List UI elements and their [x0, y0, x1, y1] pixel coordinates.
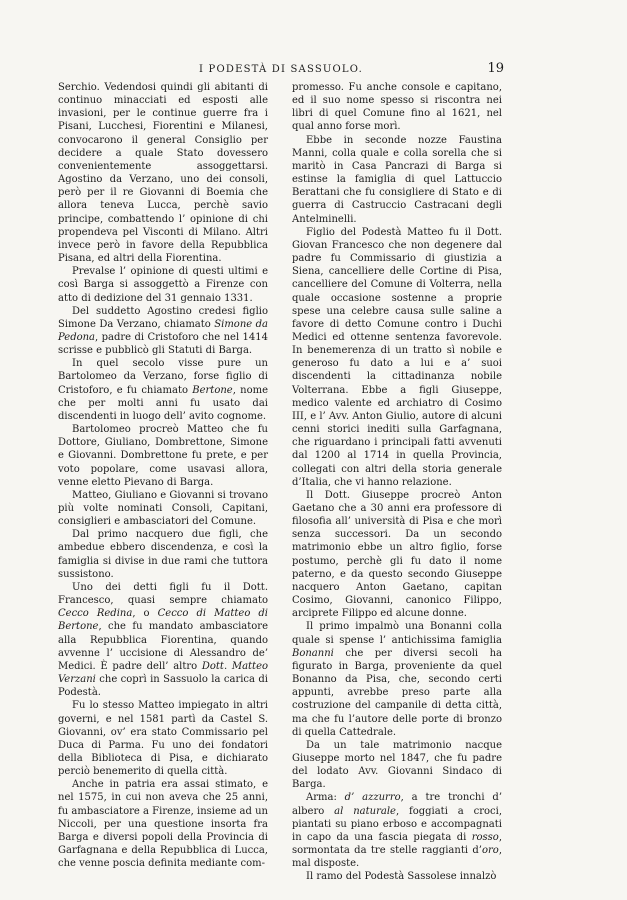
paragraph: Uno dei detti figli fu il Dott. Francesco, quasi sempre chiamato Cecco Redina, o Cecco di Matteo di Bertone, che fu mandato ambasciatore alla Repubblica Fiorentina, quando avvenne l’ uccisione di Alessandro de’ Medici. È padre dell’ altro Dott. Matteo Verzani che coprì in Sassuolo la carica di Podestà.: [58, 581, 269, 699]
paragraph: Figlio del Podestà Matteo fu il Dott. Giovan Francesco che non degenere dal padre fu Commissario di giustizia a Siena, cancelliere delle Cortine di Pisa, cancelliere del Comune di Volterra, nella quale occasione sostenne a proprie spese una celebre causa sulle saline a favore di detto Comune contro i Duchi Medici ed ottenne sentenza favorevole. In benemerenza di un tratto sì nobile e generoso fu dato a lui e a’ suoi discendenti la cittadinanza nobile Volterrana. Ebbe a figli Giuseppe, medico valente ed archiatro di Cosimo III, e l’ Avv. Anton Giulio, autore di alcuni cenni storici inediti sulla Garfagnana, che riguardano i principali fatti avvenuti dal 1200 al 1714 in quella Provincia, collegati con altri della storia generale d’Italia, che vi hanno relazione.: [292, 226, 502, 488]
paragraph: Dal primo nacquero due figli, che ambedue ebbero discendenza, e così la famiglia si divise in due rami che tuttora sussistono.: [58, 529, 268, 580]
italic-name: Dott. Matteo Verzani: [58, 660, 269, 686]
paragraph: Da un tale matrimonio nacque Giuseppe morto nel 1847, che fu padre del lodato Avv. Giovanni Sindaco di Barga.: [292, 739, 502, 791]
paragraph: Il primo impalmò una Bonanni colla quale si spense l’ antichissima famiglia Bonanni che per diversi secoli ha figurato in Barga, proveniente da quel Bonanno da Pisa, che, secondo certi appunti, avrebbe preso parte alla costruzione del campanile di detta città, ma che fu l’autore delle porte di bronzo di quella Cattedrale.: [292, 621, 502, 738]
paragraph: In quel secolo visse pure un Bartolomeo da Verzano, forse figlio di Cristoforo, e fu chiamato Bertone, nome che per molti anni fu usato dai discendenti in luogo dell’ avito cognome.: [58, 358, 268, 422]
italic-term: al naturale: [334, 805, 396, 817]
paragraph: Arma: d’ azzurro, a tre tronchi d’ albero al naturale, foggiati a croci, piantati su piano erboso e accompagnati in capo da una fascia piegata di rosso, sormontata da tre stelle raggianti d’oro, mal disposte.: [292, 792, 503, 870]
italic-name: Cecco Redina: [58, 608, 133, 620]
italic-name: Bertone: [192, 384, 233, 396]
italic-term: d’ azzurro: [344, 792, 401, 804]
paragraph: Prevalse l’ opinione di questi ultimi e così Barga si assoggettò a Firenze con atto di dedizione del 31 gennaio 1331.: [58, 266, 268, 304]
italic-term: rosso: [471, 831, 499, 843]
paragraph: Del suddetto Agostino credesi figlio Simone Da Verzano, chiamato Simone da Pedona, padre di Cristoforo che nel 1414 scrisse e pubblicò gli Statuti di Barga.: [58, 305, 268, 357]
right-column: [292, 81, 502, 884]
paragraph: Il Dott. Giuseppe procreò Anton Gaetano che a 30 anni era professore di filosofia all’ università di Pisa e che morì senza successori. Da un secondo matrimonio ebbe un altro figlio, forse postumo, perchè gli fu dato il nome paterno, e da questo secondo Giuseppe nacquero Anton Gaetano, capitan Cosimo, Giovanni, canonico Filippo, arciprete Filippo ed alcune donne.: [292, 489, 502, 620]
page-number: 19: [487, 61, 504, 76]
page-header: [58, 61, 504, 78]
paragraph: Serchio. Vedendosi quindi gli abitanti di continuo minacciati ed esposti alle invasioni, per le continue guerre fra i Pisani, Lucchesi, Fiorentini e Milanesi, convocarono il general Consiglio per decidere a quale Stato dovessero convenientemente assoggettarsi. Agostino da Verzano, uno dei consoli, però per il re Giovanni di Boemia che allora teneva Lucca, perchè savio principe, combattendo l’ opinione di chi propendeva pel Visconti di Milano. Altri invece però in favore della Repubblica Pisana, ed altri della Fiorentina.: [58, 82, 268, 265]
paragraph: Matteo, Giuliano e Giovanni si trovano più volte nominati Consoli, Capitani, consiglieri e ambasciatori del Comune.: [58, 489, 268, 528]
paragraph: Fu lo stesso Matteo impiegato in altri governi, e nel 1581 partì da Castel S. Giovanni, ov’ era stato Commissario pel Duca di Parma. Fu uno dei fondatori della Biblioteca di Pisa, e dichiarato perciò benemerito di quella città.: [58, 700, 268, 778]
italic-name: Bonanni: [292, 647, 334, 659]
italic-term: oro: [481, 845, 499, 857]
paragraph: Il ramo del Podestà Sassolese innalzò: [306, 871, 497, 883]
left-column: [58, 81, 268, 870]
paragraph: promesso. Fu anche console e capitano, ed il suo nome spesso si riscontra nei libri di quel Comune fino al 1621, nel qual anno forse morì.: [292, 82, 502, 133]
running-title: I PODESTÀ DI SASSUOLO.: [199, 64, 363, 75]
paragraph: Ebbe in seconde nozze Faustina Manni, colla quale e colla sorella che si maritò in Casa Pancrazi di Barga si estinse la famiglia di quel Lattuccio Berattani che fu consigliere di Stato e di guerra di Castruccio Castracani degli Antelminelli.: [292, 134, 502, 225]
italic-name: Cecco di Matteo di Bertone: [58, 608, 269, 633]
paragraph: Anche in patria era assai stimato, e nel 1575, in cui non aveva che 25 anni, fu ambasciatore a Firenze, insieme ad un Niccoli, per una questione insorta fra Barga e diversi popoli della Provincia di Garfagnana e della Repubblica di Lucca, che venne poscia definita mediante com-: [58, 779, 268, 870]
italic-name: Simone da Pedona: [58, 318, 268, 343]
paragraph: Bartolomeo procreò Matteo che fu Dottore, Giuliano, Dombrettone, Simone e Giovanni. Dombrettone fu prete, e per voto popolare, come usavasi allora, venne eletto Pievano di Barga.: [58, 424, 268, 488]
